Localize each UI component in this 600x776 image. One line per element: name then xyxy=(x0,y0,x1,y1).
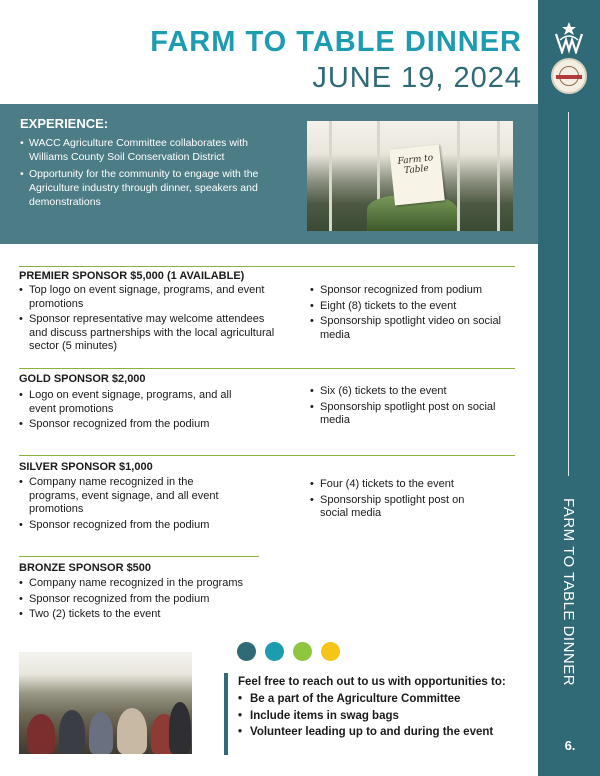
experience-list xyxy=(20,136,288,212)
benefit-item: • Company name recognized in the programs xyxy=(19,577,319,591)
tent-photo xyxy=(307,121,513,231)
benefit-item: • Sponsor recognized from the podium xyxy=(19,519,241,533)
chamber-logo-icon xyxy=(552,20,586,54)
premier-benefits-left xyxy=(19,284,281,356)
experience-item: • WACC Agriculture Committee collaborates with Williams County Soil Conservation District xyxy=(20,136,288,164)
bronze-benefits xyxy=(19,577,319,624)
event-date: JUNE 19, 2024 xyxy=(312,62,522,94)
benefit-item: • Four (4) tickets to the event xyxy=(310,478,480,492)
silver-benefits-left xyxy=(19,476,241,534)
benefit-item: • Sponsor recognized from the podium xyxy=(19,418,259,432)
contact-accent-bar xyxy=(224,673,228,755)
bronze-divider xyxy=(19,556,259,557)
premier-heading: PREMIER SPONSOR $5,000 (1 AVAILABLE) xyxy=(19,270,245,282)
benefit-item: • Sponsorship spotlight post on social media xyxy=(310,494,480,521)
experience-heading: EXPERIENCE: xyxy=(20,116,109,131)
soil-conservation-seal-icon xyxy=(551,58,587,94)
benefit-item: • Sponsor representative may welcome attendees and discuss partnerships with the local agricultural sector (5 minutes) xyxy=(19,313,281,354)
color-dot-teal xyxy=(265,642,284,661)
benefit-item: • Six (6) tickets to the event xyxy=(310,385,510,399)
farm-to-table-sign: Farm to Table xyxy=(389,145,445,206)
benefit-item: • Eight (8) tickets to the event xyxy=(310,300,520,314)
benefit-item: • Company name recognized in the programs, event signage, and all event promotions xyxy=(19,476,241,517)
sidebar-vertical-title: FARM TO TABLE DINNER xyxy=(560,498,577,687)
page-number: 6. xyxy=(564,738,576,753)
color-dot-green xyxy=(293,642,312,661)
contact-list xyxy=(238,692,528,742)
gold-heading: GOLD SPONSOR $2,000 xyxy=(19,373,146,385)
contact-item: • Be a part of the Agriculture Committee xyxy=(238,692,528,707)
benefit-item: • Logo on event signage, programs, and all event promotions xyxy=(19,389,259,416)
silver-benefits-right xyxy=(310,478,480,523)
bronze-heading: BRONZE SPONSOR $500 xyxy=(19,562,152,574)
premier-divider xyxy=(19,266,515,267)
color-dot-teal-dark xyxy=(237,642,256,661)
benefit-item: • Sponsorship spotlight post on social media xyxy=(310,401,510,428)
silver-divider xyxy=(19,455,515,456)
color-dot-yellow xyxy=(321,642,340,661)
contact-lead: Feel free to reach out to us with opportunities to: xyxy=(238,676,506,688)
benefit-item: • Sponsor recognized from the podium xyxy=(19,593,319,607)
silver-heading: SILVER SPONSOR $1,000 xyxy=(19,461,153,473)
premier-benefits-right xyxy=(310,284,520,344)
benefit-item: • Two (2) tickets to the event xyxy=(19,608,319,622)
gold-benefits-right xyxy=(310,385,510,430)
contact-item: • Volunteer leading up to and during the event xyxy=(238,725,528,740)
sidebar-divider-top xyxy=(568,112,569,476)
benefit-item: • Top logo on event signage, programs, and event promotions xyxy=(19,284,281,311)
gold-benefits-left xyxy=(19,389,259,434)
contact-item: • Include items in swag bags xyxy=(238,709,528,724)
page-title: FARM TO TABLE DINNER xyxy=(150,26,522,58)
benefit-item: • Sponsorship spotlight video on social media xyxy=(310,315,520,342)
dinner-photo xyxy=(19,652,192,754)
experience-item: • Opportunity for the community to engage with the Agriculture industry through dinner, speakers and demonstrations xyxy=(20,167,288,209)
benefit-item: • Sponsor recognized from podium xyxy=(310,284,520,298)
gold-divider xyxy=(19,368,515,369)
